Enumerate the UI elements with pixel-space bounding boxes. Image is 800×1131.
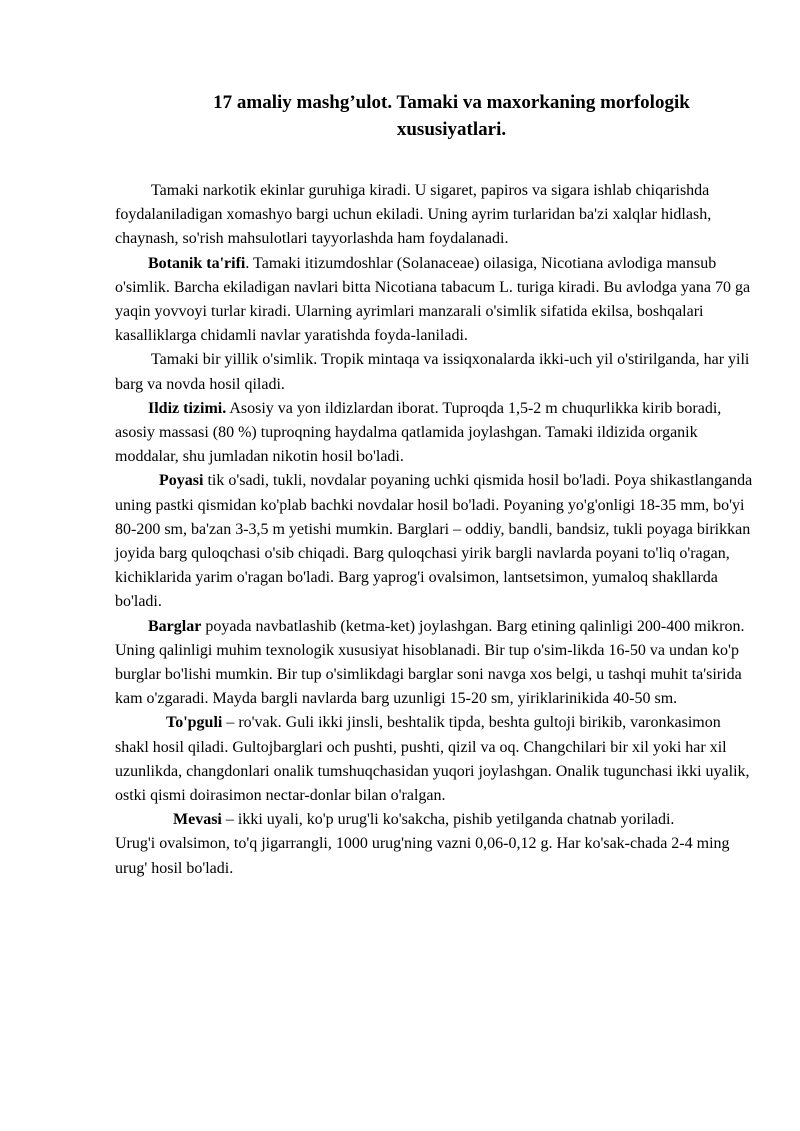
paragraph-text: tik o'sadi, tukli, novdalar poyaning uchki qismida hosil bo'ladi. Poya shikastlanganda uning pastki qismidan ko'plab bachki novdalar hosil bo'ladi. Poyaning yo'g'onligi 18-35 mm, bo'yi 80-200 sm, ba'zan 3-3,5 m yetishi mumkin. Barglari – oddiy, bandli, bandsiz, tukli poyaga birikkan joyida barg quloqchasi o'sib chiqadi. Barg quloqchasi yirik bargli navlarda poyani to'liq o'ragan, kichiklarida yarim o'ragan bo'ladi. Barg yaprog'i ovalsimon, lantsetsimon, yumaloq shakllarda bo'ladi. bbox=[115, 472, 753, 611]
paragraph-text: . Tamaki itizumdoshlar (Solanaceae) oilasiga, Nicotiana avlodiga mansub o'simlik. Barcha ekiladigan navlari bitta Nicotiana tabacum L. turiga kiradi. Bu avlodga yana 70 ga yaqin yovvoyi turlar kiradi. Ularning ayrimlari manzarali o'simlik sifatida ekilsa, boshqalari kasalliklarga chidamli navlar yaratishda foyda-laniladi. bbox=[115, 254, 751, 345]
section-heading: Ildiz tizimi. bbox=[148, 399, 227, 417]
section-heading: To'pguli bbox=[166, 714, 223, 732]
paragraph-text: Tamaki narkotik ekinlar guruhiga kiradi. U sigaret, papiros va sigara ishlab chiqarishda foydalaniladigan xomashyo bargi uchun ekiladi. Uning ayrim turlaridan ba'zi xalqlar hidlash, chaynash, so'rish mahsulotlari tayyorlashda ham foydalanadi. bbox=[115, 182, 712, 248]
paragraph-text: – ikki uyali, ko'p urug'li ko'sakcha, pishib yetilganda chatnab yoriladi. bbox=[221, 811, 675, 829]
paragraph-barglar bbox=[115, 615, 755, 712]
paragraph-text: Tamaki bir yillik o'simlik. Tropik mintaqa va issiqxonalarda ikki-uch yil o'stirilganda, har yili barg va novda hosil qiladi. bbox=[115, 351, 750, 393]
paragraph-ildiz bbox=[115, 397, 755, 470]
page-title bbox=[115, 89, 788, 143]
section-heading: Mevasi bbox=[173, 811, 222, 829]
paragraph-text: poyada navbatlashib (ketma-ket) joylashgan. Barg etining qalinligi 200-400 mikron. Uning qalinligi muhim texnologik xususiyat hisoblanadi. Bir tup o'sim-likda 16-50 va undan ko'p burglar bo'lishi mumkin. Bir tup o'simlikdagi barglar soni navga xos belgi, u tashqi muhit ta'sirida kam o'zgaradi. Mayda bargli navlarda barg uzunligi 15-20 sm, yiriklarinikida 40-50 sm. bbox=[115, 617, 745, 708]
paragraph-text: Asosiy va yon ildizlardan iborat. Tuproqda 1,5-2 m chuqurlikka kirib boradi, asosiy massasi (80 %) tuproqning haydalma qatlamida joylashgan. Tamaki ildizida organik moddalar, shu jumladan nikotin hosil bo'ladi. bbox=[115, 399, 722, 466]
paragraph-urugi bbox=[115, 832, 755, 880]
title-line-1: 17 amaliy mashg’ulot. Tamaki va maxorkaning morfologik bbox=[213, 92, 690, 113]
paragraph-text: Urug'i ovalsimon, to'q jigarrangli, 1000 urug'ning vazni 0,06-0,12 g. Har ko'sak-chada 2-4 ming urug' hosil bo'ladi. bbox=[115, 835, 730, 877]
title-line-2: xususiyatlari. bbox=[396, 119, 507, 140]
paragraph-text: – ro'vak. Guli ikki jinsli, beshtalik tipda, beshta gultoji birikib, varonkasimon shakl hosil qiladi. Gultojbarglari och pushti, pushti, qizil va oq. Changchilari bir xil yoki har xil uzunlikda, changdonlari onalik tumshuqchasidan yuqori joylashgan. Onalik tugunchasi ikki uyalik, ostki qismi doirasimon nectar-donlar bilan o'ralgan. bbox=[115, 714, 750, 805]
section-heading: Botanik ta'rifi bbox=[148, 254, 246, 272]
section-heading: Poyasi bbox=[159, 472, 204, 490]
paragraph-poyasi bbox=[115, 469, 755, 614]
document-body bbox=[115, 179, 755, 881]
paragraph-mevasi bbox=[115, 808, 755, 832]
paragraph-intro bbox=[115, 179, 755, 252]
section-heading: Barglar bbox=[148, 617, 202, 635]
paragraph-bir-yillik bbox=[115, 348, 755, 396]
paragraph-botanik bbox=[115, 252, 755, 349]
paragraph-topguli bbox=[115, 711, 755, 808]
